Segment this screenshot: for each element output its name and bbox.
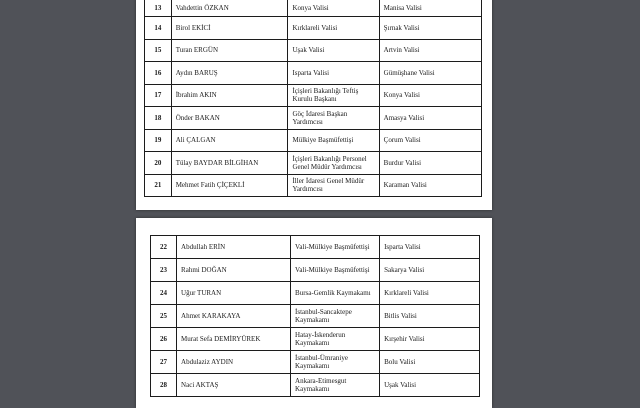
table-row bbox=[151, 282, 480, 305]
table-row bbox=[151, 328, 480, 351]
table-row bbox=[145, 39, 482, 62]
row-number: 19 bbox=[145, 129, 172, 152]
row-number: 15 bbox=[145, 39, 172, 62]
new-position: Kırklareli Valisi bbox=[380, 282, 480, 305]
appointments-table-1 bbox=[144, 0, 482, 197]
table-row bbox=[145, 129, 482, 152]
row-number: 17 bbox=[145, 84, 172, 107]
person-name: Birol EKİCİ bbox=[171, 17, 288, 40]
current-position: İçişleri Bakanlığı Personel Genel Müdür Yardımcısı bbox=[288, 152, 379, 175]
current-position: Mülkiye Başmüfettişi bbox=[288, 129, 379, 152]
table-row bbox=[145, 84, 482, 107]
row-number: 13 bbox=[145, 0, 172, 17]
person-name: Murat Sefa DEMİRYÜREK bbox=[177, 328, 291, 351]
appointments-table-2 bbox=[150, 235, 480, 397]
person-name: Ahmet KARAKAYA bbox=[177, 305, 291, 328]
current-position: Konya Valisi bbox=[288, 0, 379, 17]
row-number: 21 bbox=[145, 174, 172, 197]
new-position: Amasya Valisi bbox=[379, 107, 481, 130]
person-name: Abdullah ERİN bbox=[177, 236, 291, 259]
row-number: 22 bbox=[151, 236, 177, 259]
current-position: Vali-Mülkiye Başmüfettişi bbox=[291, 236, 380, 259]
row-number: 27 bbox=[151, 351, 177, 374]
table-row bbox=[145, 174, 482, 197]
new-position: Çorum Valisi bbox=[379, 129, 481, 152]
row-number: 14 bbox=[145, 17, 172, 40]
person-name: İbrahim AKIN bbox=[171, 84, 288, 107]
table-row bbox=[151, 259, 480, 282]
table-row bbox=[145, 152, 482, 175]
row-number: 24 bbox=[151, 282, 177, 305]
table-row bbox=[145, 17, 482, 40]
current-position: İller İdaresi Genel Müdür Yardımcısı bbox=[288, 174, 379, 197]
new-position: Şırnak Valisi bbox=[379, 17, 481, 40]
new-position: Karaman Valisi bbox=[379, 174, 481, 197]
table-row bbox=[151, 305, 480, 328]
table-row bbox=[145, 107, 482, 130]
person-name: Vahdettin ÖZKAN bbox=[171, 0, 288, 17]
row-number: 26 bbox=[151, 328, 177, 351]
new-position: Konya Valisi bbox=[379, 84, 481, 107]
person-name: Abdulaziz AYDIN bbox=[177, 351, 291, 374]
new-position: Bolu Valisi bbox=[380, 351, 480, 374]
person-name: Aydın BARUŞ bbox=[171, 62, 288, 85]
current-position: Bursa-Gemlik Kaymakamı bbox=[291, 282, 380, 305]
person-name: Naci AKTAŞ bbox=[177, 374, 291, 397]
current-position: İstanbul-Sancaktepe Kaymakamı bbox=[291, 305, 380, 328]
table-row bbox=[145, 0, 482, 17]
new-position: Gümüşhane Valisi bbox=[379, 62, 481, 85]
row-number: 16 bbox=[145, 62, 172, 85]
new-position: Uşak Valisi bbox=[380, 374, 480, 397]
person-name: Rahmi DOĞAN bbox=[177, 259, 291, 282]
current-position: Kırklareli Valisi bbox=[288, 17, 379, 40]
person-name: Turan ERGÜN bbox=[171, 39, 288, 62]
row-number: 20 bbox=[145, 152, 172, 175]
document-page-2 bbox=[136, 218, 492, 408]
row-number: 18 bbox=[145, 107, 172, 130]
current-position: İstanbul-Ümraniye Kaymakamı bbox=[291, 351, 380, 374]
new-position: Kırşehir Valisi bbox=[380, 328, 480, 351]
table-row bbox=[151, 236, 480, 259]
current-position: Ankara-Etimesgut Kaymakamı bbox=[291, 374, 380, 397]
current-position: İçişleri Bakanlığı Teftiş Kurulu Başkanı bbox=[288, 84, 379, 107]
current-position: Göç İdaresi Başkan Yardımcısı bbox=[288, 107, 379, 130]
table-row bbox=[145, 62, 482, 85]
new-position: Burdur Valisi bbox=[379, 152, 481, 175]
new-position: Bitlis Valisi bbox=[380, 305, 480, 328]
current-position: Isparta Valisi bbox=[288, 62, 379, 85]
new-position: Artvin Valisi bbox=[379, 39, 481, 62]
person-name: Önder BAKAN bbox=[171, 107, 288, 130]
current-position: Hatay-İskenderun Kaymakamı bbox=[291, 328, 380, 351]
current-position: Vali-Mülkiye Başmüfettişi bbox=[291, 259, 380, 282]
person-name: Mehmet Fatih ÇİÇEKLİ bbox=[171, 174, 288, 197]
row-number: 23 bbox=[151, 259, 177, 282]
document-page-1 bbox=[136, 0, 492, 210]
row-number: 25 bbox=[151, 305, 177, 328]
new-position: Sakarya Valisi bbox=[380, 259, 480, 282]
new-position: Manisa Valisi bbox=[379, 0, 481, 17]
person-name: Ali ÇALGAN bbox=[171, 129, 288, 152]
new-position: Isparta Valisi bbox=[380, 236, 480, 259]
person-name: Uğur TURAN bbox=[177, 282, 291, 305]
table-row bbox=[151, 374, 480, 397]
table-row bbox=[151, 351, 480, 374]
person-name: Tülay BAYDAR BİLGİHAN bbox=[171, 152, 288, 175]
current-position: Uşak Valisi bbox=[288, 39, 379, 62]
row-number: 28 bbox=[151, 374, 177, 397]
